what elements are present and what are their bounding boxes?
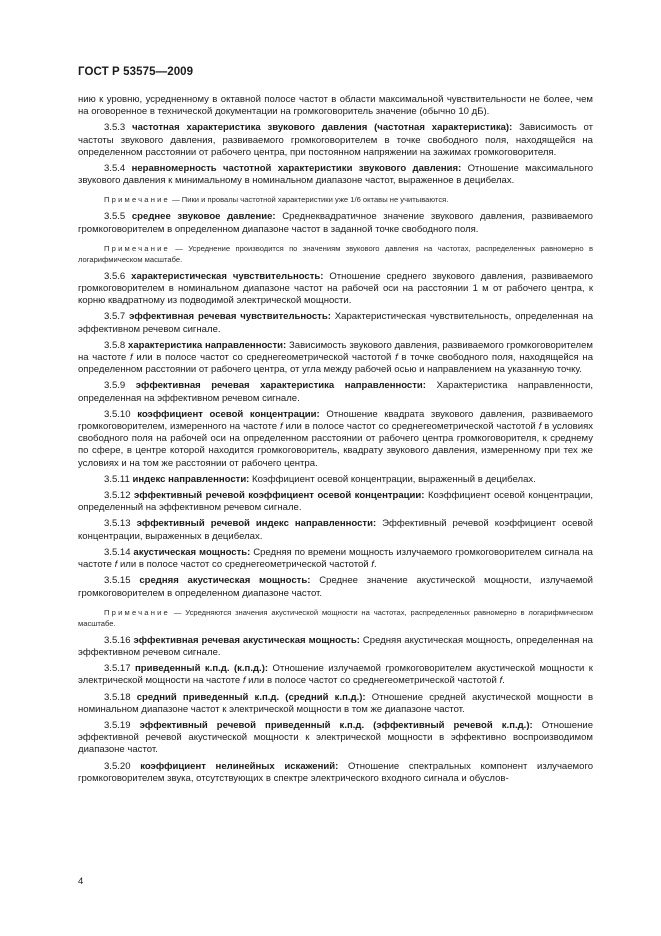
note-text: Пики и провалы частотной характеристики уже 1/6 октавы не учитываются. xyxy=(181,195,449,205)
defined-term: характеристическая чувствительность: xyxy=(131,270,324,282)
page-number: 4 xyxy=(78,876,84,887)
definition-text: Характеристика направленности, определенная на эффективном речевом сигнале. xyxy=(78,380,593,404)
definition-text: Отношение среднего звукового давления, развиваемого громкоговорителем в номинальном диапазоне частот на рабочей оси на расстоянии 1 м от рабочего центра, к корню квадратному из подводимой электрической мощности. xyxy=(78,270,593,307)
defined-term: средняя акустическая мощность: xyxy=(139,575,311,587)
definition-3-5-18 xyxy=(78,692,593,716)
defined-term: коэффициент нелинейных искажений: xyxy=(140,760,339,772)
note: Примечание — Усреднение производится по значениям звукового давления на частотах, распределенных равномерно в логарифмическом масштабе. xyxy=(78,243,593,264)
definition-text: Эффективный речевой коэффициент осевой концентрации, выраженных в децибелах. xyxy=(78,518,594,542)
note-label: Примечание xyxy=(104,607,170,617)
note-label: Примечание xyxy=(104,195,170,205)
clause-number: 3.5.14 xyxy=(104,546,131,558)
definition-text: Среднее значение акустической мощности, излучаемой громкоговорителем в определенном диапазоне частот. xyxy=(78,575,593,599)
paragraph-text: нию к уровню, усредненному в октавной полосе частот в области максимальной чувствительности не более, чем на оговоренное в технической документации на громкоговоритель значение (обычно 10 дБ). xyxy=(78,94,593,118)
defined-term: неравномерность частотной характеристики звукового давления: xyxy=(131,163,462,175)
clause-number: 3.5.19 xyxy=(104,719,131,731)
definition-3-5-15 xyxy=(78,575,593,599)
defined-term: приведенный к.п.д. (к.п.д.): xyxy=(135,663,269,675)
defined-term: эффективный речевой индекс направленности: xyxy=(136,518,377,530)
clause-number: 3.5.15 xyxy=(104,575,131,587)
definition-text: Отношение максимального звукового давления к минимальному в номинальном диапазоне частот, выраженное в децибелах. xyxy=(78,163,594,187)
clause-number: 3.5.4 xyxy=(104,163,126,175)
definition-3-5-20 xyxy=(78,761,593,785)
clause-number: 3.5.5 xyxy=(104,211,126,223)
clause-number: 3.5.13 xyxy=(104,518,131,530)
defined-term: коэффициент осевой концентрации: xyxy=(137,408,320,420)
definition-text: Отношение средней акустической мощности в номинальном диапазоне частот к электрической мощности в том же диапазоне частот. xyxy=(78,691,594,715)
defined-term: эффективный речевой приведенный к.п.д. (эффективный речевой к.п.д.): xyxy=(139,719,533,731)
definition-3-5-4 xyxy=(78,163,593,187)
clause-number: 3.5.9 xyxy=(104,380,126,392)
note-label: Примечание xyxy=(104,243,170,253)
clause-number: 3.5.6 xyxy=(104,270,126,282)
defined-term: эффективная речевая чувствительность: xyxy=(129,311,331,323)
defined-term: частотная характеристика звукового давления (частотная характеристика): xyxy=(132,122,513,134)
definition-3-5-8 xyxy=(78,340,593,377)
definition-3-5-9 xyxy=(78,380,593,404)
defined-term: эффективная речевая акустическая мощность: xyxy=(133,634,360,646)
clause-number: 3.5.11 xyxy=(104,473,130,485)
definition-text: Средняя акустическая мощность, определенная на эффективном речевом сигнале. xyxy=(78,634,593,658)
definition-3-5-19 xyxy=(78,720,593,757)
defined-term: индекс направленности: xyxy=(132,473,250,485)
document-header: ГОСТ Р 53575—2009 xyxy=(78,66,194,78)
definition-text: Характеристическая чувствительность, определенная на эффективном речевом сигнале. xyxy=(78,311,593,335)
note: Примечание — Усредняются значения акустической мощности на частотах, распределенных равномерно в логарифмическом масштабе. xyxy=(78,607,593,628)
definition-text: Зависимость звукового давления, развиваемого громкоговорителем на частоте f или в полосе частот со среднегеометрической частотой f в точке свободного поля, находящейся на определенном расстоянии от рабочего центра, от угла между рабочей осью и направлением на указанную точку. xyxy=(78,339,594,376)
note-text: Усреднение производится по значениям звукового давления на частотах, распределенных равномерно в логарифмическом масштабе. xyxy=(78,243,593,264)
definition-3-5-14 xyxy=(78,547,593,571)
definition-3-5-6 xyxy=(78,271,593,308)
definition-text: Средняя по времени мощность излучаемого громкоговорителем сигнала на частоте f или в полосе частот со среднегеометрической частотой f. xyxy=(78,546,593,571)
definition-text: Зависимость от частоты звукового давления, развиваемого громкоговорителем в точке свободного поля, находящейся на определенном расстоянии от рабочего центра, при постоянном напряжении на зажимах громкоговорителя. xyxy=(78,122,593,158)
clause-number: 3.5.17 xyxy=(104,663,131,675)
definition-3-5-5 xyxy=(78,211,593,235)
definition-3-5-10 xyxy=(78,409,593,470)
clause-number: 3.5.7 xyxy=(104,311,126,323)
definition-text: Коэффициент осевой концентрации, определенный на эффективном речевом сигнале. xyxy=(78,490,594,514)
definition-3-5-17 xyxy=(78,663,593,687)
definition-3-5-12 xyxy=(78,490,593,514)
paragraph-continued xyxy=(78,94,593,118)
definition-text: Отношение излучаемой громкоговорителем акустической мощности к электрической мощности на частоте f или в полосе частот со среднегеометрической частотой f. xyxy=(78,663,593,687)
definition-3-5-7 xyxy=(78,311,593,335)
definition-text: Среднеквадратичное значение звукового давления, развиваемого громкоговорителем в определенном диапазоне частот в заданной точке свободного поля. xyxy=(78,211,593,235)
clause-number: 3.5.10 xyxy=(104,408,131,420)
clause-number: 3.5.8 xyxy=(104,339,126,351)
defined-term: средний приведенный к.п.д. (средний к.п.д.): xyxy=(136,691,366,703)
document-body xyxy=(78,94,593,785)
clause-number: 3.5.12 xyxy=(104,490,131,502)
note-text: Усредняются значения акустической мощности на частотах, распределенных равномерно в логарифмическом масштабе. xyxy=(78,607,593,628)
defined-term: эффективный речевой коэффициент осевой концентрации: xyxy=(134,490,425,502)
clause-number: 3.5.18 xyxy=(104,691,131,703)
clause-number: 3.5.20 xyxy=(104,760,131,772)
definition-text: Отношение эффективной речевой акустической мощности к электрической мощности в эффективно воспроизводимом диапазоне частот. xyxy=(78,719,594,756)
definition-3-5-3 xyxy=(78,122,593,159)
defined-term: характеристика направленности: xyxy=(128,339,287,351)
defined-term: акустическая мощность: xyxy=(133,546,251,558)
definition-text: Отношение спектральных компонент излучаемого громкоговорителем звука, отсутствующих в спектре электрического входного сигнала и обуслов- xyxy=(78,760,594,784)
definition-3-5-13 xyxy=(78,518,593,542)
definition-text: Отношение квадрата звукового давления, развиваемого громкоговорителем, измеренного на частоте f или в полосе частот со среднегеометрической частотой f в условиях свободного поля на рабочей оси на определенном расстоянии от рабочего центра громкоговорителя, к среднему по сфере, в центре которой находится громкоговоритель, квадрату звукового давления, измеренному при тех же условиях и на том же расстоянии от рабочего центра. xyxy=(78,408,594,469)
note: Примечание — Пики и провалы частотной характеристики уже 1/6 октавы не учитываются. xyxy=(104,195,449,205)
clause-number: 3.5.16 xyxy=(104,634,131,646)
clause-number: 3.5.3 xyxy=(104,122,126,134)
defined-term: эффективная речевая характеристика направленности: xyxy=(135,380,426,392)
definition-text: Коэффициент осевой концентрации, выраженный в децибелах. xyxy=(252,473,536,485)
definition-3-5-16 xyxy=(78,635,593,659)
defined-term: среднее звуковое давление: xyxy=(131,211,276,223)
definition-3-5-11 xyxy=(78,474,593,486)
